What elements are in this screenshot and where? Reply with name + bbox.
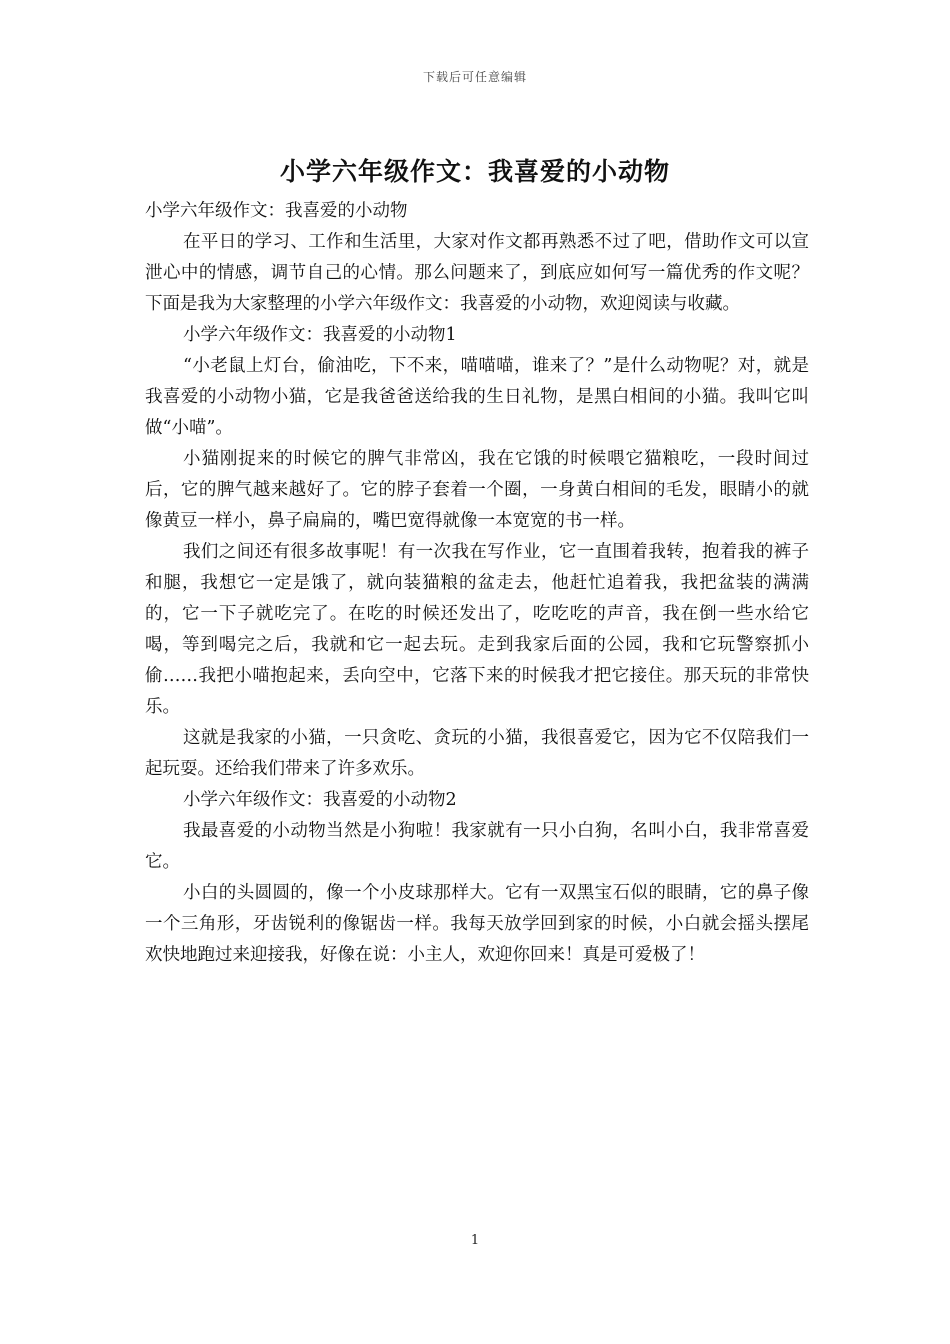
section-heading-2: 小学六年级作文：我喜爱的小动物2 (183, 790, 457, 810)
header-note: 下载后可任意编辑 (422, 70, 527, 84)
subtitle-paragraph: 小学六年级作文：我喜爱的小动物 (145, 201, 408, 221)
section-heading-1: 小学六年级作文：我喜爱的小动物1 (183, 325, 457, 345)
document-title: 小学六年级作文：我喜爱的小动物 (279, 157, 670, 186)
body-paragraph: 小白的头圆圆的，像一个小皮球那样大。它有一双黑宝石似的眼睛，它的鼻子像一个三角形，牙齿锐利的像锯齿一样。我每天放学回到家的时候，小白就会摇头摆尾欢快地跑过来迎接我，好像在说：小主人，欢迎你回来！真是可爱极了！ (145, 883, 809, 965)
body-paragraph: 我们之间还有很多故事呢！有一次我在写作业，它一直围着我转，抱着我的裤子和腿，我想它一定是饿了，就向装猫粮的盆走去，他赶忙追着我，我把盆装的满满的，它一下子就吃完了。在吃的时候还发出了，吃吃吃的声音，我在倒一些水给它喝，等到喝完之后，我就和它一起去玩。走到我家后面的公园，我和它玩警察抓小偷……我把小喵抱起来，丢向空中，它落下来的时候我才把它接住。那天玩的非常快乐。 (145, 542, 809, 717)
page-number: 1 (470, 1233, 480, 1248)
body-paragraph: “小老鼠上灯台，偷油吃，下不来，喵喵喵，谁来了？”是什么动物呢？对，就是我喜爱的小动物小猫，它是我爸爸送给我的生日礼物，是黑白相间的小猫。我叫它叫做“小喵”。 (145, 356, 809, 438)
body-paragraph: 这就是我家的小猫，一只贪吃、贪玩的小猫，我很喜爱它，因为它不仅陪我们一起玩耍。还给我们带来了许多欢乐。 (145, 728, 809, 779)
body-paragraph: 我最喜爱的小动物当然是小狗啦！我家就有一只小白狗，名叫小白，我非常喜爱它。 (145, 821, 809, 872)
intro-paragraph: 在平日的学习、工作和生活里，大家对作文都再熟悉不过了吧，借助作文可以宣泄心中的情感，调节自己的心情。那么问题来了，到底应如何写一篇优秀的作文呢？下面是我为大家整理的小学六年级作文：我喜爱的小动物，欢迎阅读与收藏。 (145, 232, 809, 314)
body-paragraph: 小猫刚捉来的时候它的脾气非常凶，我在它饿的时候喂它猫粮吃，一段时间过后，它的脾气越来越好了。它的脖子套着一个圈，一身黄白相间的毛发，眼睛小的就像黄豆一样小，鼻子扁扁的，嘴巴宽得就像一本宽宽的书一样。 (145, 449, 809, 531)
document-body (145, 196, 809, 971)
